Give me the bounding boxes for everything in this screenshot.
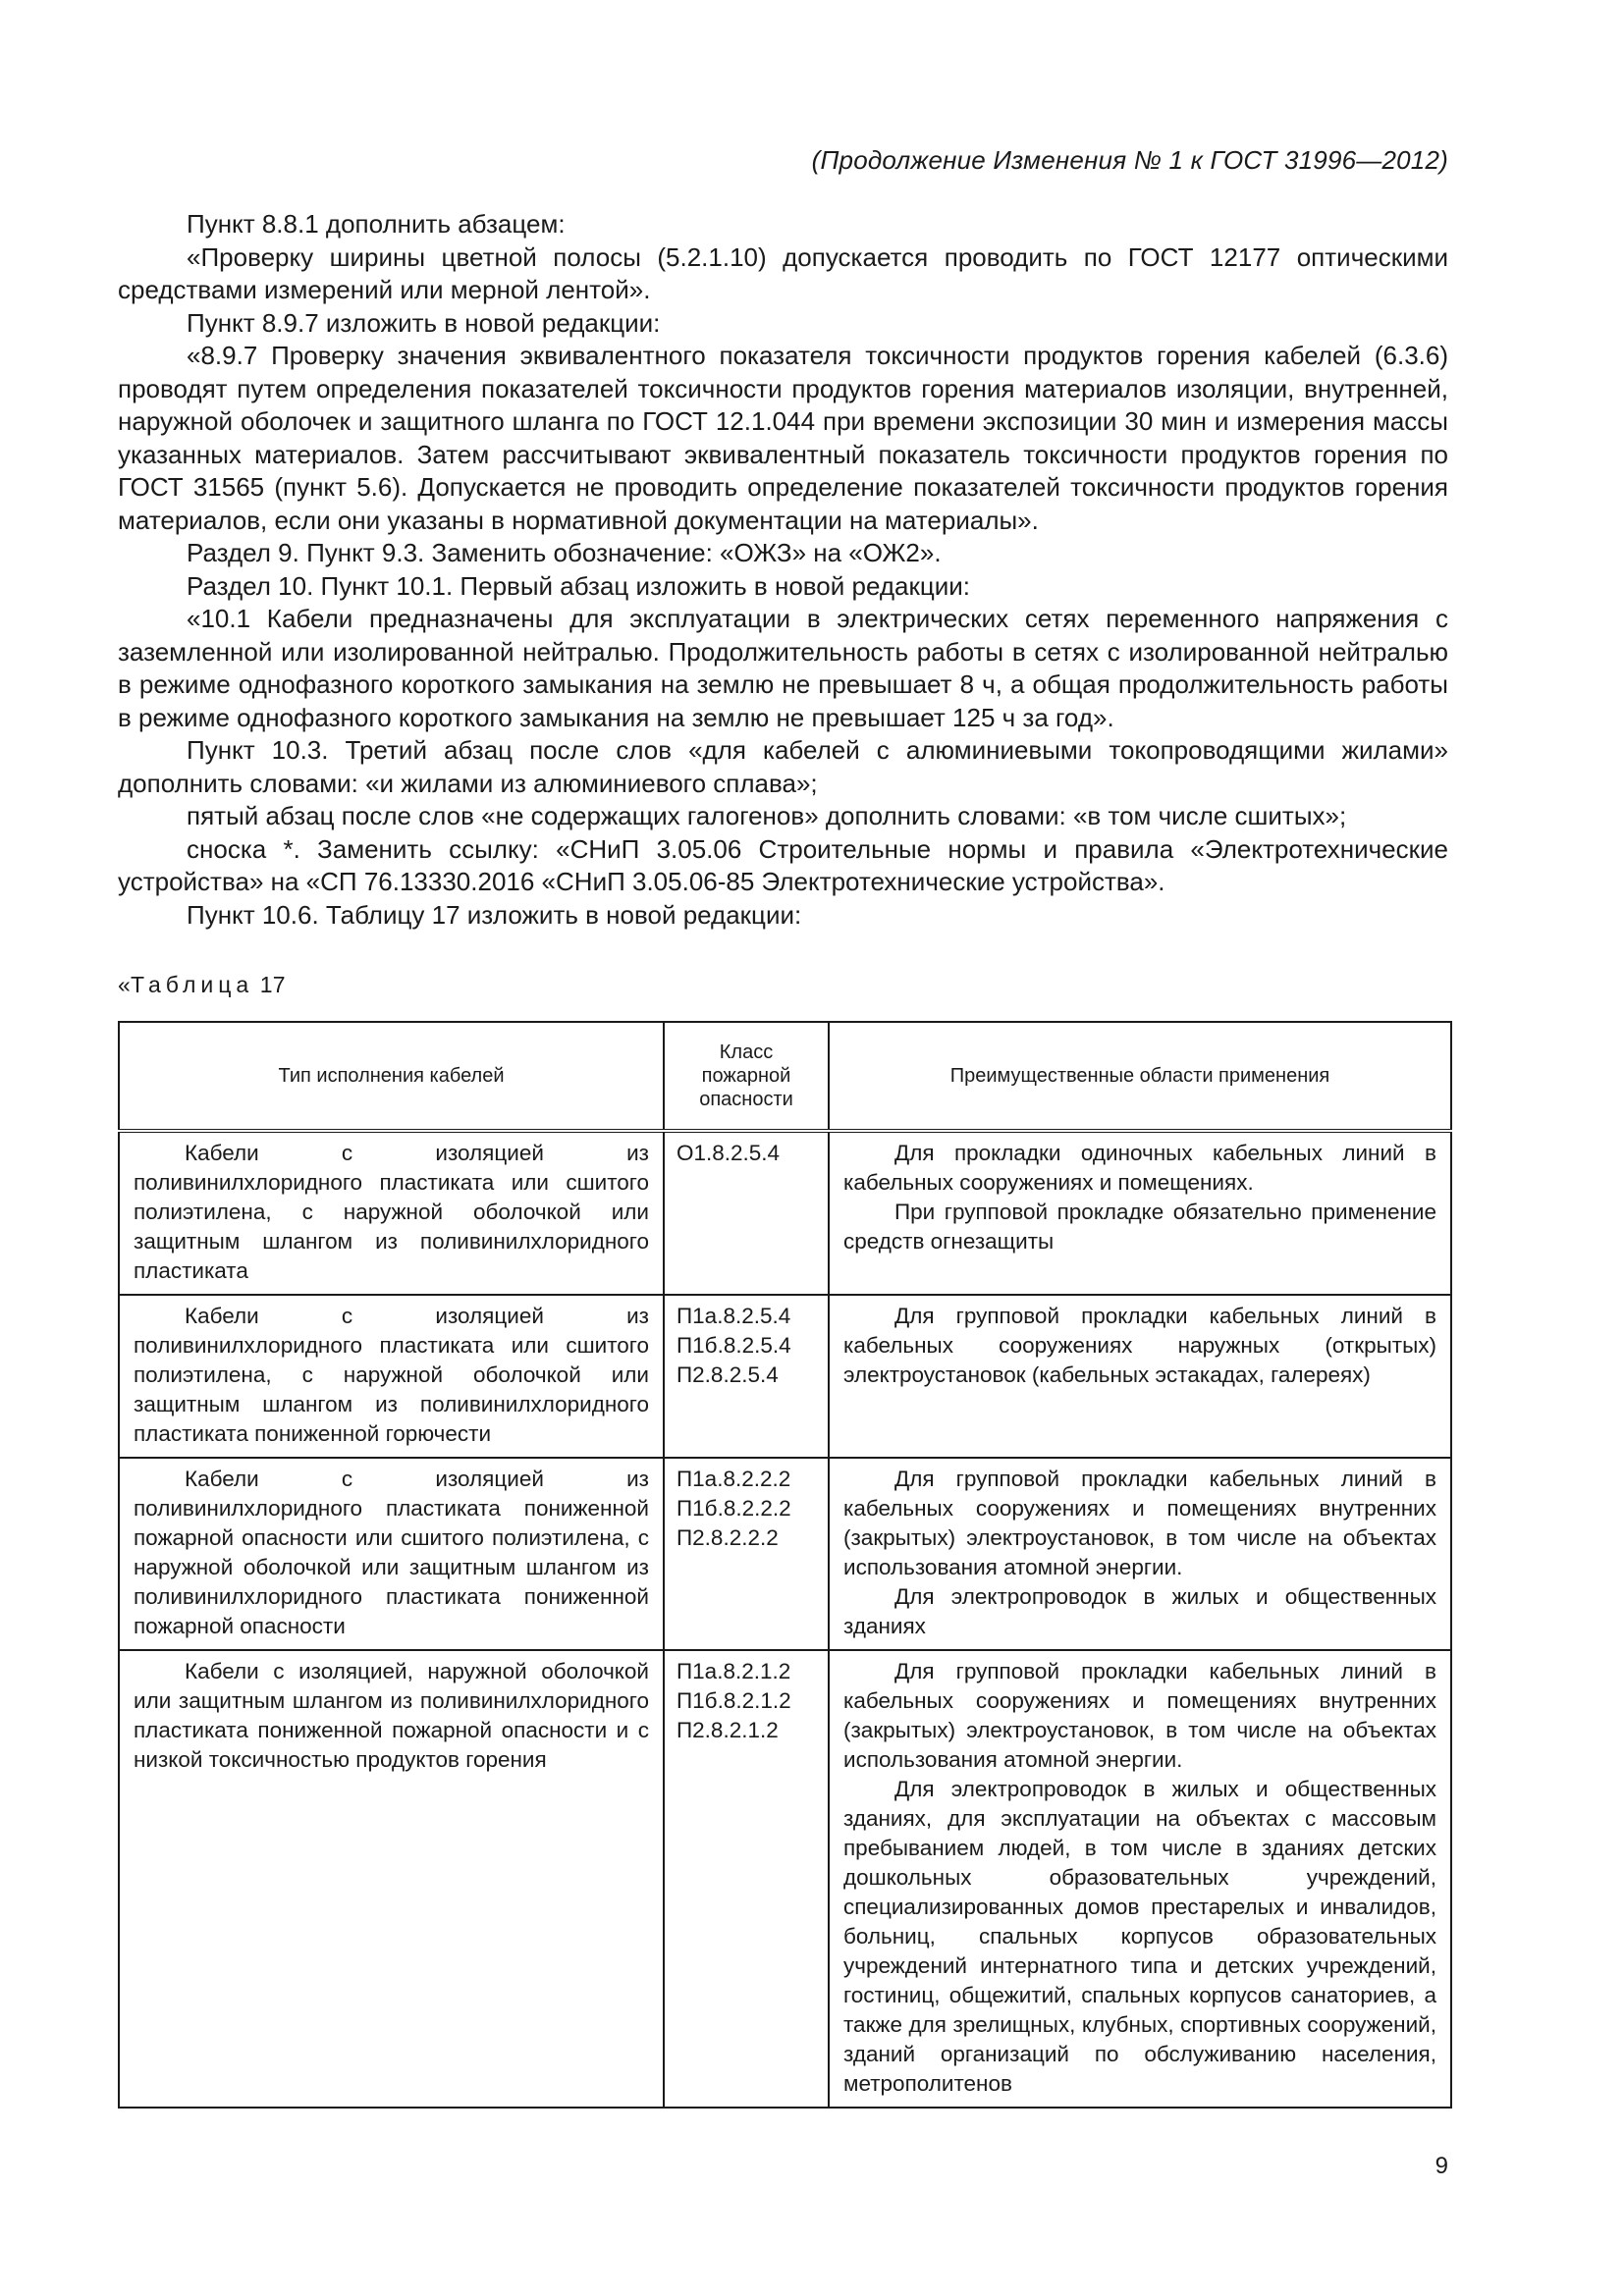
fire-class-code: П1б.8.2.5.4	[677, 1333, 791, 1358]
paragraph: Пункт 10.6. Таблицу 17 изложить в новой редакции:	[187, 899, 802, 930]
application-areas-cell	[829, 1650, 1451, 2108]
document-page	[118, 0, 1448, 2296]
header-fire-class: Класс пожарной опасности	[664, 1022, 829, 1131]
fire-class-code: О1.8.2.5.4	[677, 1141, 781, 1165]
paragraph: Пункт 8.8.1 дополнить абзацем:	[187, 209, 566, 239]
fire-class-code: П1а.8.2.1.2	[677, 1659, 791, 1683]
body-text	[118, 208, 1448, 932]
paragraph: Раздел 9. Пункт 9.3. Заменить обозначение: «ОЖЗ» на «ОЖ2».	[187, 538, 942, 567]
table-caption	[118, 972, 286, 998]
paragraph: Пункт 10.3. Третий абзац после слов «для кабелей с алюминиевыми токопроводящими жилами» дополнить словами: «и жилами из алюминиевого сплава»;	[118, 735, 1448, 798]
cable-type-cell: Кабели с изоляцией, наружной оболочкой или защитным шлангом из поливинилхлоридного пластиката пониженной пожарной опасности и с низкой токсичностью продуктов горения	[119, 1650, 664, 2108]
application-text: Для электропроводок в жилых и общественных зданиях, для эксплуатации на объектах с массовым пребыванием людей, в том числе в зданиях детских дошкольных образовательных учреждений, специализированных домов престарелых и инвалидов, больниц, спальных корпусов образовательных учреждений интернатного типа и детских учреждений, гостиниц, общежитий, спальных корпусов санаториев, а также для зрелищных, клубных, спортивных сооружений, зданий организаций по обслуживанию населения, метрополитенов	[843, 1777, 1436, 2096]
table-row	[119, 1131, 1451, 1295]
table-caption-quote: «	[118, 972, 131, 997]
application-text: При групповой прокладке обязательно применение средств огнезащиты	[843, 1200, 1436, 1254]
cable-type-cell: Кабели с изоляцией из поливинилхлоридного пластиката или сшитого полиэтилена, с наружной оболочкой или защитным шлангом из поливинилхлоридного пластиката пониженной горючести	[119, 1295, 664, 1458]
table-caption-number: 17	[259, 972, 286, 997]
fire-class-code: П1б.8.2.1.2	[677, 1688, 791, 1713]
paragraph: сноска *. Заменить ссылку: «СНиП 3.05.06 Строительные нормы и правила «Электротехнические устройства» на «СП 76.13330.2016 «СНиП 3.05.06-85 Электротехнические устройства».	[118, 833, 1448, 896]
table-caption-word: Таблица	[131, 972, 254, 997]
fire-class-cell	[664, 1131, 829, 1295]
continuation-header: (Продолжение Изменения № 1 к ГОСТ 31996—2012)	[811, 145, 1448, 175]
table-17	[118, 1021, 1452, 2109]
table-row	[119, 1458, 1451, 1650]
application-text: Для групповой прокладки кабельных линий в кабельных сооружениях и помещениях внутренних (закрытых) электроустановок, в том числе на объектах использования атомной энергии.	[843, 1467, 1436, 1579]
application-text: Для групповой прокладки кабельных линий в кабельных сооружениях и помещениях внутренних (закрытых) электроустановок, в том числе на объектах использования атомной энергии.	[843, 1659, 1436, 1772]
fire-class-code: П1б.8.2.2.2	[677, 1496, 791, 1521]
application-text: Для групповой прокладки кабельных линий в кабельных сооружениях наружных (открытых) электроустановок (кабельных эстакадах, галереях)	[843, 1304, 1436, 1387]
paragraph: Раздел 10. Пункт 10.1. Первый абзац изложить в новой редакции:	[187, 570, 971, 601]
application-areas-cell	[829, 1295, 1451, 1458]
fire-class-code: П1а.8.2.5.4	[677, 1304, 791, 1328]
fire-class-code: П2.8.2.1.2	[677, 1718, 779, 1742]
fire-class-cell	[664, 1295, 829, 1458]
application-text: Для прокладки одиночных кабельных линий в кабельных сооружениях и помещениях.	[843, 1141, 1436, 1195]
fire-class-code: П1а.8.2.2.2	[677, 1467, 791, 1491]
fire-class-cell	[664, 1458, 829, 1650]
paragraph: «8.9.7 Проверку значения эквивалентного показателя токсичности продуктов горения кабелей (6.3.6) проводят путем определения показателей токсичности продуктов горения материалов изоляции, внутренней, наружной оболочек и защитного шланга по ГОСТ 12.1.044 при времени экспозиции 30 мин и измерения массы указанных материалов. Затем рассчитывают эквивалентный показатель токсичности продуктов горения по ГОСТ 31565 (пункт 5.6). Допускается не проводить определение показателей токсичности продуктов горения материалов, если они указаны в нормативной документации на материалы».	[118, 341, 1448, 535]
table-header-row	[119, 1022, 1451, 1131]
table-row	[119, 1650, 1451, 2108]
page-number: 9	[1435, 2153, 1448, 2179]
table-row	[119, 1295, 1451, 1458]
paragraph: «Проверку ширины цветной полосы (5.2.1.10) допускается проводить по ГОСТ 12177 оптическими средствами измерений или мерной лентой».	[118, 241, 1448, 304]
paragraph: пятый абзац после слов «не содержащих галогенов» дополнить словами: «в том числе сшитых»;	[187, 801, 1347, 830]
paragraph: «10.1 Кабели предназначены для эксплуатации в электрических сетях переменного напряжения с заземленной или изолированной нейтралью. Продолжительность работы в сетях с изолированной нейтралью в режиме однофазного короткого замыкания на землю не превышает 8 ч, а общая продолжительность работы в режиме однофазного короткого замыкания на землю не превышает 125 ч за год».	[118, 604, 1448, 732]
paragraph: Пункт 8.9.7 изложить в новой редакции:	[187, 307, 661, 338]
cable-type-cell: Кабели с изоляцией из поливинилхлоридного пластиката пониженной пожарной опасности или сшитого полиэтилена, с наружной оболочкой или защитным шлангом из поливинилхлоридного пластиката пониженной пожарной опасности	[119, 1458, 664, 1650]
header-cable-type: Тип исполнения кабелей	[119, 1022, 664, 1131]
application-areas-cell	[829, 1458, 1451, 1650]
fire-class-code: П2.8.2.2.2	[677, 1525, 779, 1550]
fire-class-code: П2.8.2.5.4	[677, 1362, 779, 1387]
application-text: Для электропроводок в жилых и общественных зданиях	[843, 1584, 1436, 1638]
fire-class-cell	[664, 1650, 829, 2108]
cable-type-cell: Кабели с изоляцией из поливинилхлоридного пластиката или сшитого полиэтилена, с наружной оболочкой или защитным шлангом из поливинилхлоридного пластиката	[119, 1131, 664, 1295]
application-areas-cell	[829, 1131, 1451, 1295]
header-application-areas: Преимущественные области применения	[829, 1022, 1451, 1131]
